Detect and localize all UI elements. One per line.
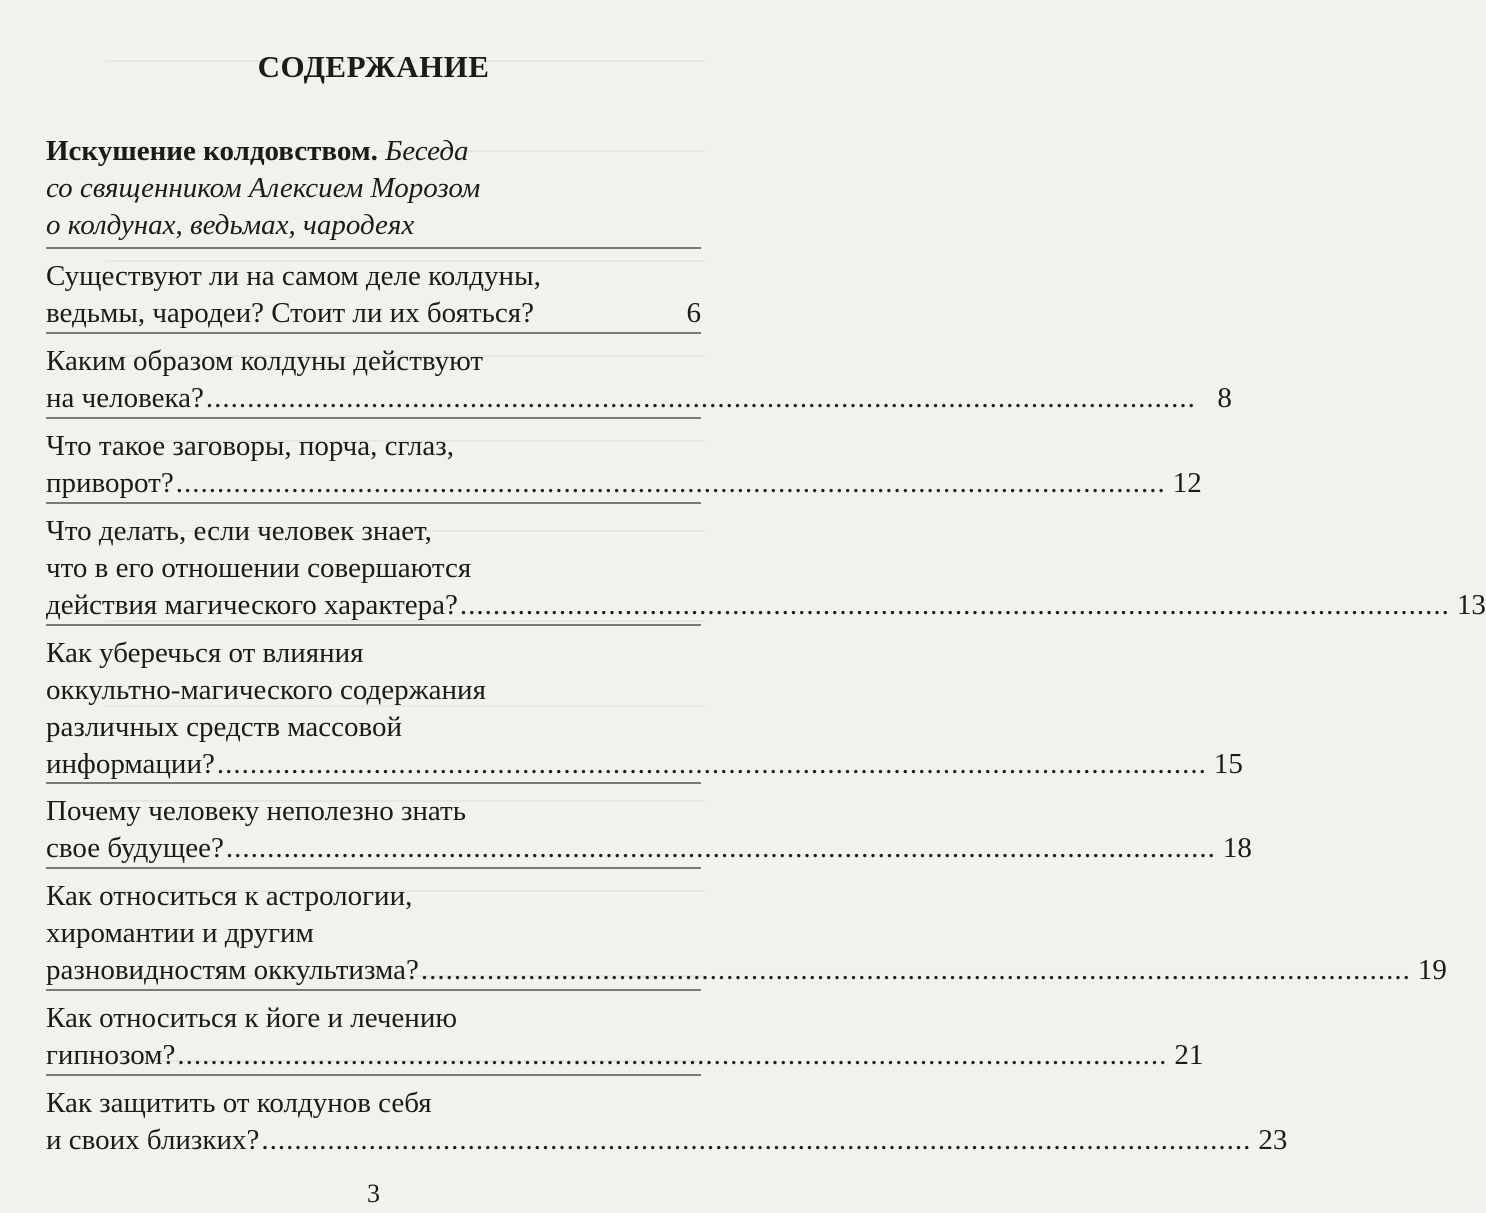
entry-last-line — [46, 295, 701, 332]
entry-page-number: 12 — [1172, 467, 1202, 499]
entry-page-number: 6 — [686, 297, 701, 329]
entry-last-line — [46, 1122, 1288, 1159]
entry-separator — [46, 989, 701, 991]
leader-dots: ........................................................................................................................ — [205, 382, 1196, 414]
entry-line: хиромантии и другим — [46, 917, 314, 949]
entry-last-line — [46, 380, 1232, 417]
entry-line: оккультно-магического содержания — [46, 674, 486, 706]
entry-line: гипнозом? — [46, 1039, 176, 1071]
contents-page — [46, 0, 1486, 1213]
entry-page-number: 8 — [1217, 382, 1232, 414]
section-title-italic-2: со священником Алексием Морозом — [46, 172, 481, 204]
toc-entry — [46, 635, 1243, 783]
toc-entry — [46, 258, 701, 332]
entry-separator — [46, 782, 701, 784]
entry-page-number: 15 — [1213, 748, 1243, 780]
entry-last-line — [46, 465, 1202, 502]
toc-entry — [46, 513, 1486, 624]
entry-last-line — [46, 746, 1243, 783]
toc-section-title — [46, 133, 701, 244]
toc-entry — [46, 793, 1252, 867]
entry-last-line — [46, 587, 1486, 624]
leader-dots: ........................................................................................................................ — [420, 954, 1411, 986]
entry-separator — [46, 247, 701, 249]
entry-line: Что делать, если человек знает, — [46, 515, 432, 547]
toc-entry — [46, 1085, 1288, 1159]
entry-separator — [46, 1074, 701, 1076]
entry-line: свое будущее? — [46, 832, 224, 864]
entry-line: Как защитить от колдунов себя — [46, 1087, 432, 1119]
leader-dots: ........................................................................................................................ — [216, 748, 1207, 780]
toc-entry — [46, 1000, 1204, 1074]
entry-line: Каким образом колдуны действуют — [46, 345, 484, 377]
entry-separator — [46, 417, 701, 419]
leader-dots: ........................................................................................................................ — [225, 832, 1216, 864]
page-number: 3 — [367, 1179, 380, 1208]
entry-line: на человека? — [46, 382, 204, 414]
entry-line: Почему человеку неполезно знать — [46, 795, 466, 827]
entry-separator — [46, 867, 701, 869]
entry-page-number: 21 — [1174, 1039, 1204, 1071]
entry-line: действия магического характера? — [46, 589, 458, 621]
toc-entry — [46, 428, 1202, 502]
leader-dots: ........................................................................................................................ — [261, 1124, 1252, 1156]
section-title-italic-3: о колдунах, ведьмах, чародеях — [46, 209, 415, 241]
entry-line: Как уберечься от влияния — [46, 637, 364, 669]
entry-last-line — [46, 830, 1252, 867]
entry-separator — [46, 502, 701, 504]
entry-line: и своих близких? — [46, 1124, 260, 1156]
entry-page-number: 19 — [1417, 954, 1447, 986]
entry-line: ведьмы, чародеи? Стоит ли их бояться? — [46, 297, 534, 329]
entry-separator — [46, 332, 701, 334]
entry-page-number: 23 — [1258, 1124, 1288, 1156]
entry-last-line — [46, 952, 1447, 989]
entry-line: Как относиться к йоге и лечению — [46, 1002, 457, 1034]
entry-line: приворот? — [46, 467, 174, 499]
toc-entry — [46, 343, 1232, 417]
toc-entry — [46, 878, 1447, 989]
entry-page-number: 18 — [1222, 832, 1252, 864]
leader-dots: ........................................................................................................................ — [177, 1039, 1168, 1071]
entry-last-line — [46, 1037, 1204, 1074]
entry-line: что в его отношении совершаются — [46, 552, 472, 584]
section-title-bold: Искушение колдовством. — [46, 135, 378, 167]
entry-line: Что такое заговоры, порча, сглаз, — [46, 430, 454, 462]
entry-separator — [46, 624, 701, 626]
entry-line: Существуют ли на самом деле колдуны, — [46, 260, 541, 292]
entry-line: разновидностям оккультизма? — [46, 954, 419, 986]
section-title-italic-1: Беседа — [385, 135, 469, 167]
leader-dots: ........................................................................................................................ — [175, 467, 1166, 499]
entry-line: различных средств массовой — [46, 711, 403, 743]
entry-line: Как относиться к астрологии, — [46, 880, 413, 912]
leader-dots: ........................................................................................................................ — [459, 589, 1450, 621]
page-heading: СОДЕРЖАНИЕ — [257, 49, 490, 84]
entry-page-number: 13 — [1456, 589, 1486, 621]
entry-line: информации? — [46, 748, 215, 780]
